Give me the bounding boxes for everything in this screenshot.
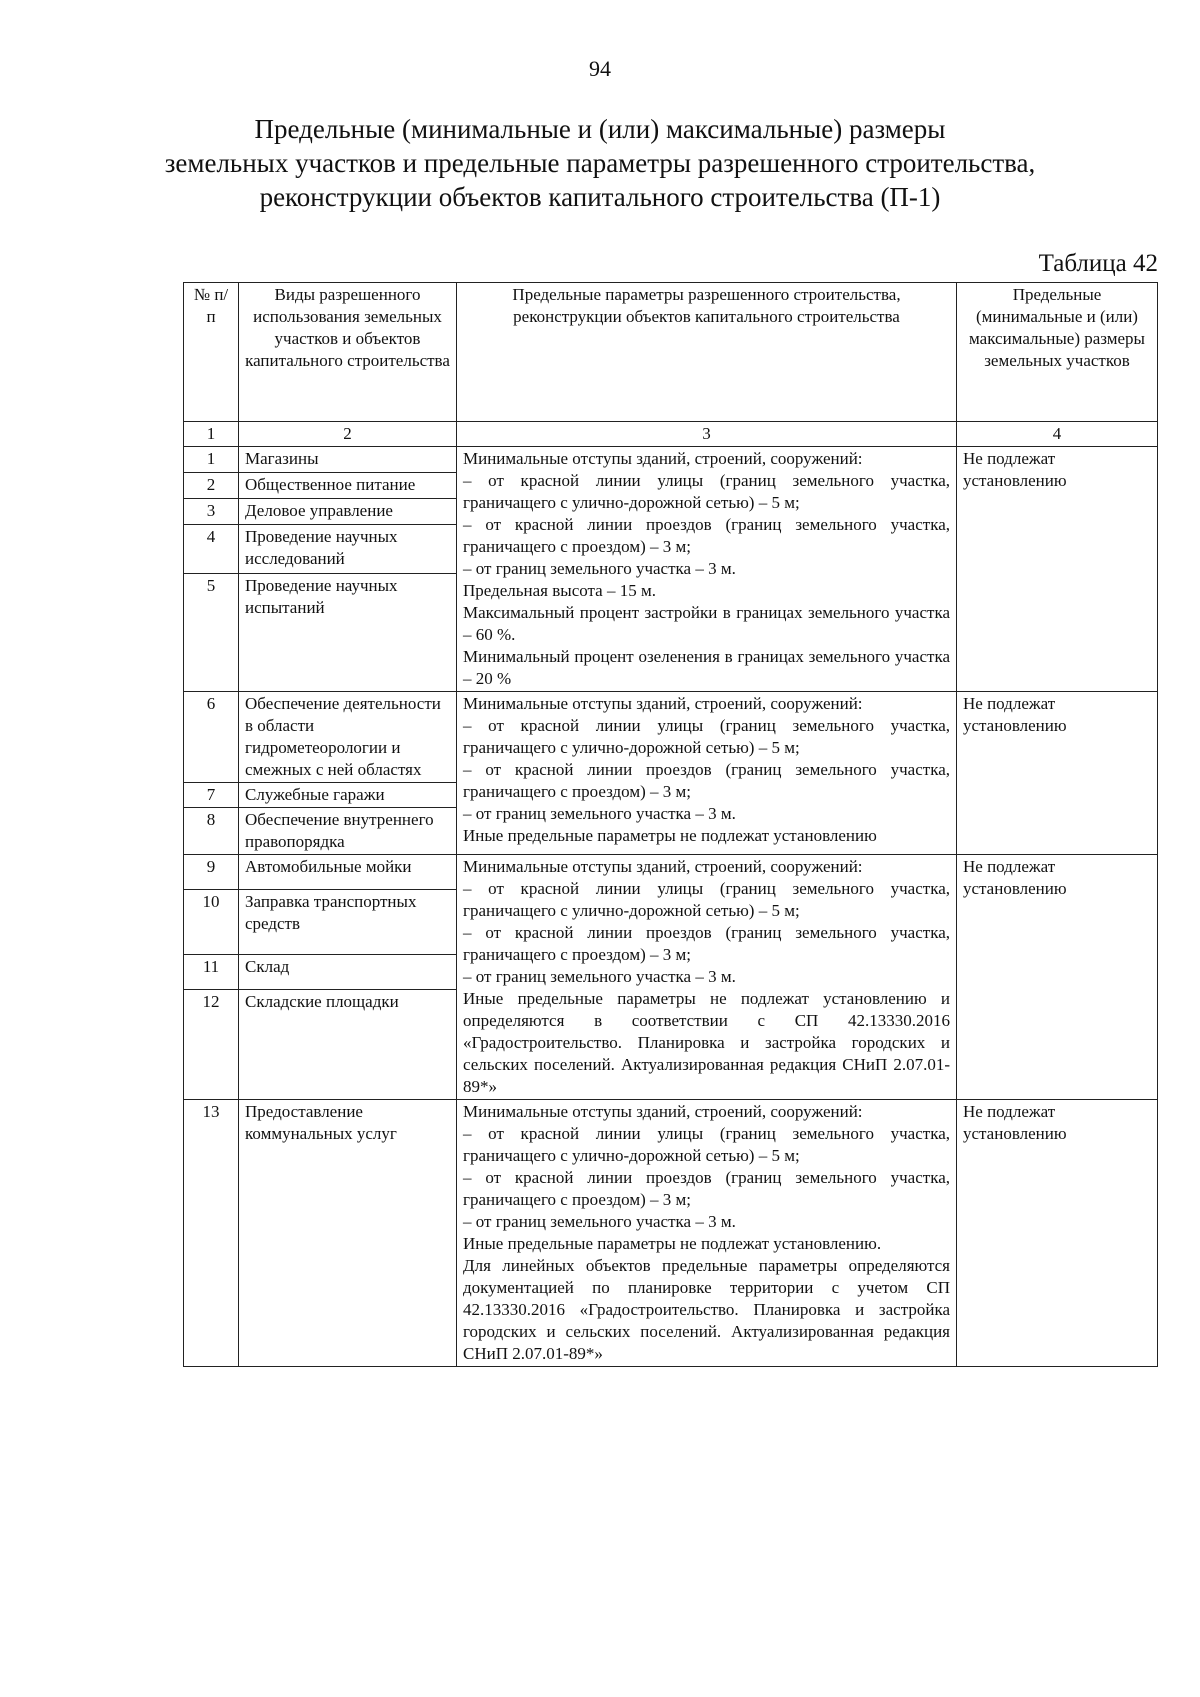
param-line: – от красной линии улицы (границ земельного участка, граничащего с улично-дорожной сетью) – 5 м; xyxy=(463,471,950,512)
row-number: 3 xyxy=(184,499,239,525)
param-line: – от красной линии улицы (границ земельного участка, граничащего с улично-дорожной сетью) – 5 м; xyxy=(463,879,950,920)
use-type: Обеспечение деятельности в области гидрометеорологии и смежных с ней областях xyxy=(239,692,457,783)
param-line: – от границ земельного участка – 3 м. xyxy=(463,967,736,986)
param-line: – от красной линии проездов (границ земельного участка, граничащего с проездом) – 3 м; xyxy=(463,1168,950,1209)
row-number: 6 xyxy=(184,692,239,783)
title-line: земельных участков и предельные параметры разрешенного строительства, xyxy=(164,148,1036,178)
row-number: 2 xyxy=(184,473,239,499)
parameters-cell xyxy=(457,692,957,855)
param-line: – от красной линии проездов (границ земельного участка, граничащего с проездом) – 3 м; xyxy=(463,923,950,964)
param-line: Иные предельные параметры не подлежат установлению xyxy=(463,826,877,845)
parameters-table xyxy=(183,282,1158,1367)
row-number: 9 xyxy=(184,855,239,890)
param-line: Минимальные отступы зданий, строений, сооружений: xyxy=(463,449,863,468)
use-type: Служебные гаражи xyxy=(239,783,457,808)
param-line: – от красной линии проездов (границ земельного участка, граничащего с проездом) – 3 м; xyxy=(463,515,950,556)
row-number: 5 xyxy=(184,574,239,692)
use-type: Заправка транспортных средств xyxy=(239,889,457,954)
row-number: 7 xyxy=(184,783,239,808)
table-row xyxy=(184,692,1158,783)
column-number: 1 xyxy=(184,422,239,447)
row-number: 8 xyxy=(184,808,239,855)
row-number: 10 xyxy=(184,889,239,954)
use-type: Склад xyxy=(239,955,457,990)
param-line: Предельная высота – 15 м. xyxy=(463,581,656,600)
table-label: Таблица 42 xyxy=(1038,250,1158,277)
parameters-cell xyxy=(457,1100,957,1367)
row-number: 11 xyxy=(184,955,239,990)
table-header-row xyxy=(184,283,1158,422)
table-row xyxy=(184,1100,1158,1367)
plot-size-cell: Не подлежат установлению xyxy=(957,1100,1158,1367)
use-type: Проведение научных испытаний xyxy=(239,574,457,692)
use-type: Обеспечение внутреннего правопорядка xyxy=(239,808,457,855)
title-line: реконструкции объектов капитального строительства (П-1) xyxy=(259,182,941,212)
param-line: Иные предельные параметры не подлежат установлению. xyxy=(463,1234,882,1253)
parameters-cell xyxy=(457,447,957,692)
title-line: Предельные (минимальные и (или) максимальные) размеры xyxy=(254,114,946,144)
row-number: 1 xyxy=(184,447,239,473)
page-number: 94 xyxy=(589,56,611,81)
param-line: Минимальные отступы зданий, строений, сооружений: xyxy=(463,1102,863,1121)
param-line: – от красной линии улицы (границ земельного участка, граничащего с улично-дорожной сетью) – 5 м; xyxy=(463,1124,950,1165)
use-type: Предоставление коммунальных услуг xyxy=(239,1100,457,1367)
table-row xyxy=(184,447,1158,473)
param-line: Минимальный процент озеленения в границах земельного участка – 20 % xyxy=(463,647,950,688)
param-line: – от красной линии улицы (границ земельного участка, граничащего с улично-дорожной сетью) – 5 м; xyxy=(463,716,950,757)
header-number: № п/п xyxy=(184,283,239,422)
use-type: Проведение научных исследований xyxy=(239,525,457,574)
param-line: – от границ земельного участка – 3 м. xyxy=(463,804,736,823)
param-line: – от границ земельного участка – 3 м. xyxy=(463,559,736,578)
header-parameters: Предельные параметры разрешенного строительства, реконструкции объектов капитального строительства xyxy=(457,283,957,422)
param-line: Иные предельные параметры не подлежат установлению и определяются в соответствии с СП 42.13330.2016 «Градостроительство. Планировка и застройка городских и сельских поселений. Актуализированная редакция СНиП 2.07.01-89*» xyxy=(463,989,950,1096)
column-number: 2 xyxy=(239,422,457,447)
use-type: Общественное питание xyxy=(239,473,457,499)
table-row xyxy=(184,855,1158,890)
row-number: 13 xyxy=(184,1100,239,1367)
parameters-cell xyxy=(457,855,957,1100)
column-number-row xyxy=(184,422,1158,447)
param-line: Максимальный процент застройки в границах земельного участка – 60 %. xyxy=(463,603,950,644)
param-line: Минимальные отступы зданий, строений, сооружений: xyxy=(463,694,863,713)
document-title xyxy=(150,112,1050,214)
row-number: 4 xyxy=(184,525,239,574)
table-body xyxy=(184,447,1158,1367)
row-number: 12 xyxy=(184,990,239,1100)
plot-size-cell: Не подлежат установлению xyxy=(957,447,1158,692)
param-line: Минимальные отступы зданий, строений, сооружений: xyxy=(463,857,863,876)
plot-size-cell: Не подлежат установлению xyxy=(957,692,1158,855)
param-line: – от красной линии проездов (границ земельного участка, граничащего с проездом) – 3 м; xyxy=(463,760,950,801)
header-use-type: Виды разрешенного использования земельных участков и объектов капитального строительства xyxy=(239,283,457,422)
param-line: Для линейных объектов предельные параметры определяются документацией по планировке территории с учетом СП 42.13330.2016 «Градостроительство. Планировка и застройка городских и сельских поселений. Актуализированная редакция СНиП 2.07.01-89*» xyxy=(463,1256,950,1363)
header-plot-sizes: Предельные (минимальные и (или) максимальные) размеры земельных участков xyxy=(957,283,1158,422)
column-number: 4 xyxy=(957,422,1158,447)
plot-size-cell: Не подлежат установлению xyxy=(957,855,1158,1100)
param-line: – от границ земельного участка – 3 м. xyxy=(463,1212,736,1231)
column-number: 3 xyxy=(457,422,957,447)
use-type: Автомобильные мойки xyxy=(239,855,457,890)
use-type: Магазины xyxy=(239,447,457,473)
use-type: Деловое управление xyxy=(239,499,457,525)
use-type: Складские площадки xyxy=(239,990,457,1100)
